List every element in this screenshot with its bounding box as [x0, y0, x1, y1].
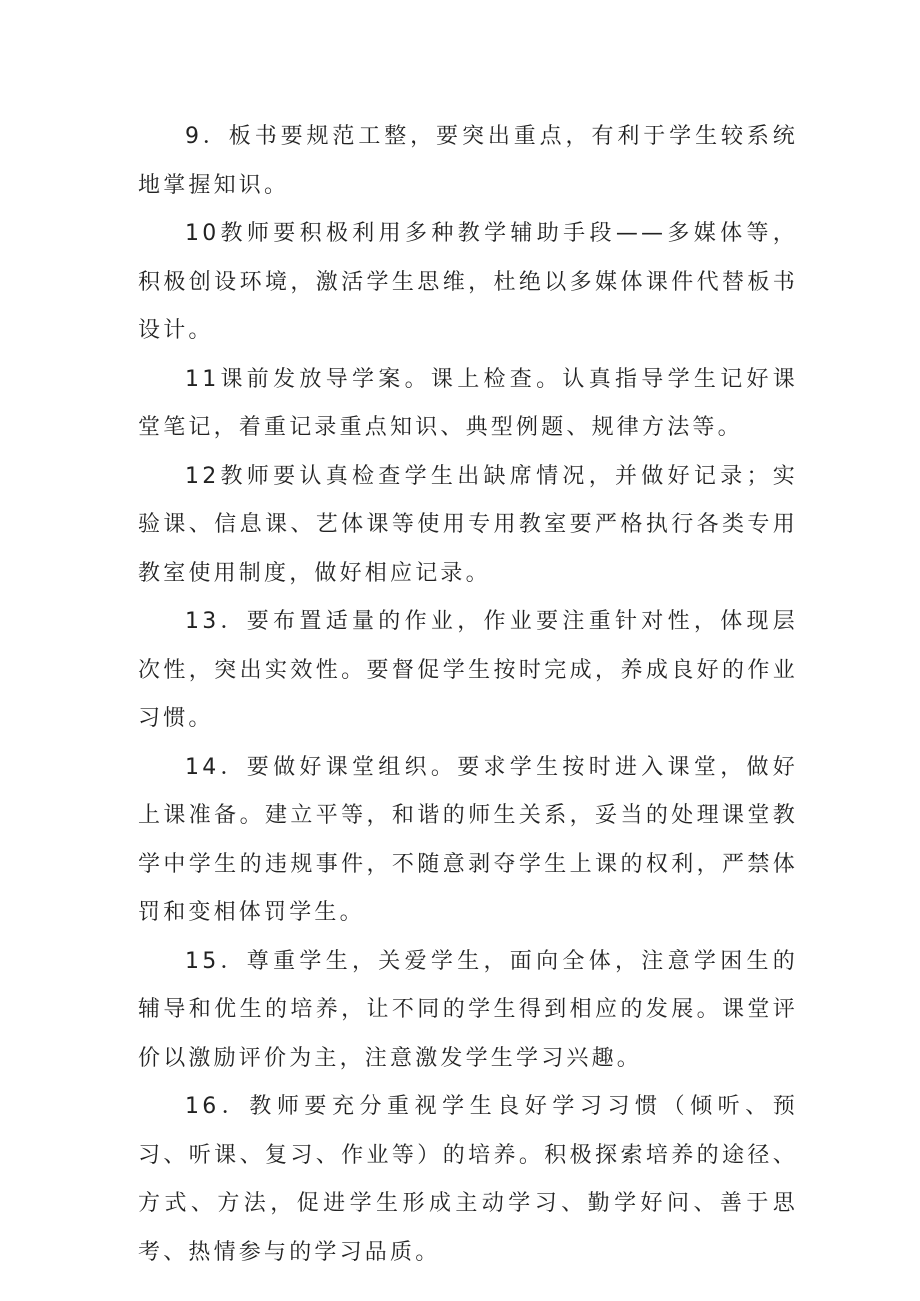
paragraph-item-14: 14．要做好课堂组织。要求学生按时进入课堂，做好上课准备。建立平等，和谐的师生关系，妥当的处理课堂教学中学生的违规事件，不随意剥夺学生上课的权利，严禁体罚和变相体罚学生。: [138, 754, 798, 925]
paragraph-item-13: 13．要布置适量的作业，作业要注重针对性，体现层次性，突出实效性。要督促学生按时完成，养成良好的作业习惯。: [138, 609, 798, 731]
document-body: [138, 113, 798, 1277]
paragraph-item-15: 15．尊重学生，关爱学生，面向全体，注意学困生的辅导和优生的培养，让不同的学生得到相应的发展。课堂评价以激励评价为主，注意激发学生学习兴趣。: [138, 948, 798, 1071]
paragraph-item-10: 10教师要积极利用多种教学辅助手段——多媒体等，积极创设环境，激活学生思维，杜绝以多媒体课件代替板书设计。: [138, 221, 798, 343]
paragraph-item-9: 9．板书要规范工整，要突出重点，有利于学生较系统地掌握知识。: [138, 124, 798, 198]
paragraph-item-11: 11课前发放导学案。课上检查。认真指导学生记好课堂笔记，着重记录重点知识、典型例题、规律方法等。: [138, 366, 798, 440]
paragraph-item-12: 12教师要认真检查学生出缺席情况，并做好记录；实验课、信息课、艺体课等使用专用教室要严格执行各类专用教室使用制度，做好相应记录。: [138, 463, 798, 586]
paragraph-item-16: 16．教师要充分重视学生良好学习习惯（倾听、预习、听课、复习、作业等）的培养。积极探索培养的途径、方式、方法，促进学生形成主动学习、勤学好问、善于思考、热情参与的学习品质。: [138, 1094, 798, 1265]
